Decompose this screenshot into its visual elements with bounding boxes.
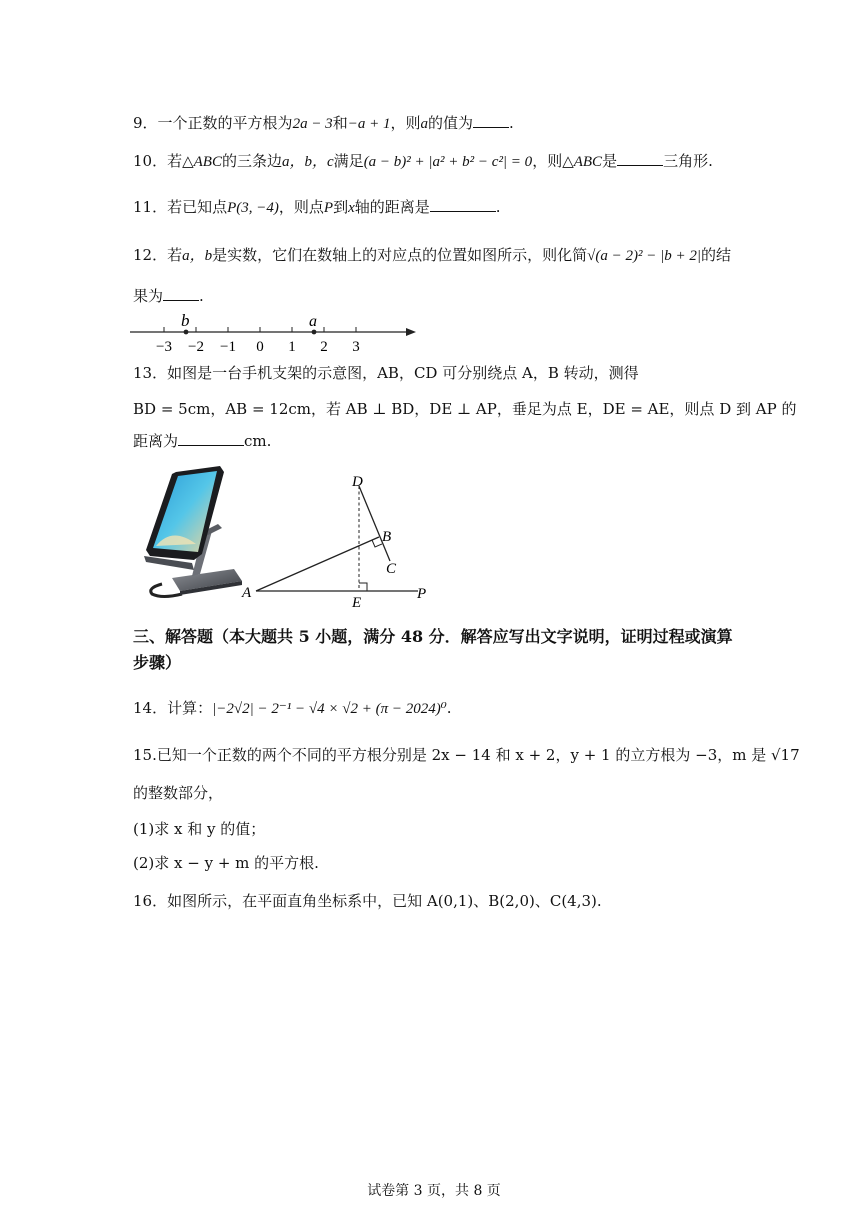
q12-text-1: 若 <box>167 246 183 264</box>
q16-text: 如图所示，在平面直角坐标系中，已知 A(0,1)、B(2,0)、C(4,3). <box>167 892 602 910</box>
q13-line-3b: cm. <box>244 432 272 450</box>
q12-text-3: 的结 <box>700 246 731 264</box>
point-a <box>312 330 317 335</box>
q11-point: P(3, −4) <box>227 200 279 216</box>
tick-label: 2 <box>320 339 328 355</box>
tick-label: 3 <box>352 339 360 355</box>
q9-text: 一个正数的平方根为 <box>157 114 293 132</box>
q11-p: P <box>323 200 334 216</box>
q10-expression: (a − b)² + |a² + b² − c²| = 0 <box>363 154 533 170</box>
line-DC <box>359 486 390 561</box>
label-D: D <box>352 474 363 490</box>
q11-x: x <box>348 200 355 216</box>
question-number: 15. <box>133 746 157 764</box>
question-13 <box>133 362 639 384</box>
q10-vars: a，b，c <box>282 154 334 170</box>
number-line <box>128 310 418 356</box>
q9-expr-2: −a + 1 <box>347 116 391 132</box>
q9-expr-1: 2a − 3 <box>292 116 333 132</box>
right-angle-B <box>372 540 382 547</box>
question-number: 10． <box>133 152 168 170</box>
q10-triangle: ABC <box>193 154 222 170</box>
q10-triangle-2: ABC <box>573 154 603 170</box>
tick-label: −1 <box>220 339 236 355</box>
label-P: P <box>417 586 427 602</box>
label-a: a <box>309 313 317 330</box>
page-footer: 试卷第 3 页，共 8 页 <box>367 1183 501 1199</box>
q10-text-5: 是 <box>602 152 618 170</box>
answer-blank <box>178 431 244 446</box>
q14-end: . <box>446 699 452 717</box>
question-number: 11． <box>133 198 168 216</box>
tick-label: −2 <box>188 339 204 355</box>
q12-end: . <box>199 287 204 305</box>
q15-part-1: (1)求 x 和 y 的值； <box>133 820 266 838</box>
phone-stand-image <box>132 466 244 601</box>
label-A: A <box>242 585 252 601</box>
question-12-line-2 <box>133 285 204 307</box>
q15-line-2: 的整数部分， <box>133 784 224 802</box>
q9-and: 和 <box>332 114 348 132</box>
question-12 <box>133 244 731 267</box>
question-11 <box>133 196 501 219</box>
q9-value-of: 的值为 <box>427 114 473 132</box>
q10-text-4: ，则△ <box>532 152 574 170</box>
q10-text-1: 若△ <box>167 152 194 170</box>
question-9 <box>133 112 514 135</box>
q13-line-2: BD = 5cm，AB = 12cm，若 AB ⊥ BD，DE ⊥ AP，垂足为点 E，DE = AE，则点 D 到 AP 的 <box>133 400 797 418</box>
label-b: b <box>181 311 190 330</box>
tick-label: 0 <box>256 339 264 355</box>
question-10 <box>133 150 713 173</box>
q12-expression: √(a − 2)² − |b + 2| <box>587 248 701 264</box>
question-number: 9． <box>133 114 158 132</box>
q9-then: ，则 <box>390 114 421 132</box>
answer-blank <box>473 113 509 128</box>
answer-blank <box>617 151 663 166</box>
question-15-line-2 <box>133 782 223 804</box>
q10-text-6: 三角形. <box>663 152 713 170</box>
section-heading: 三、解答题（本大题共 5 小题，满分 48 分．解答应写出文字说明，证明过程或演算步骤） <box>133 627 733 672</box>
q12-line-2: 果为 <box>133 287 164 305</box>
question-14 <box>133 697 452 720</box>
geometry-diagram <box>236 466 441 611</box>
q10-text-3: 满足 <box>333 152 364 170</box>
question-15-part-2 <box>133 852 319 874</box>
q11-end: . <box>495 198 501 216</box>
point-b <box>184 330 189 335</box>
q13-line-1: 如图是一台手机支架的示意图，AB，CD 可分别绕点 A，B 转动，测得 <box>167 364 639 382</box>
right-angle-E <box>359 583 367 591</box>
label-B: B <box>382 529 392 545</box>
q10-text-2: 的三条边 <box>221 152 282 170</box>
tick-label: 1 <box>288 339 296 355</box>
q14-expression: |−2√2| − 2⁻¹ − √4 × √2 + (π − 2024)⁰ <box>212 701 447 717</box>
q11-text-3: 到 <box>333 198 349 216</box>
question-13-line-3 <box>133 430 271 452</box>
q11-text-1: 若已知点 <box>167 198 228 216</box>
q11-text-4: 轴的距离是 <box>354 198 430 216</box>
q13-line-3a: 距离为 <box>133 432 179 450</box>
q11-text-2: ，则点 <box>278 198 324 216</box>
question-number: 14． <box>133 699 168 717</box>
question-15-part-1 <box>133 818 265 840</box>
q15-line-1: 已知一个正数的两个不同的平方根分别是 2x − 14 和 x + 2，y + 1 的立方根为 −3，m 是 √17 <box>156 746 800 764</box>
question-number: 12． <box>133 246 168 264</box>
q12-text-2: 是实数，它们在数轴上的对应点的位置如图所示，则化简 <box>212 246 588 264</box>
question-15 <box>133 744 800 766</box>
label-E: E <box>352 595 362 611</box>
question-13-line-2 <box>133 398 796 420</box>
answer-blank <box>430 197 496 212</box>
label-C: C <box>386 561 397 577</box>
q15-part-2: (2)求 x − y + m 的平方根. <box>133 854 319 872</box>
q12-vars: a，b <box>182 248 213 264</box>
tick-label: −3 <box>156 339 172 355</box>
question-number: 16． <box>133 892 168 910</box>
q9-var: a <box>420 116 428 132</box>
answer-blank <box>163 286 199 301</box>
q14-text: 计算： <box>167 699 213 717</box>
question-number: 13． <box>133 364 168 382</box>
q9-end: . <box>508 114 514 132</box>
question-16 <box>133 890 602 912</box>
